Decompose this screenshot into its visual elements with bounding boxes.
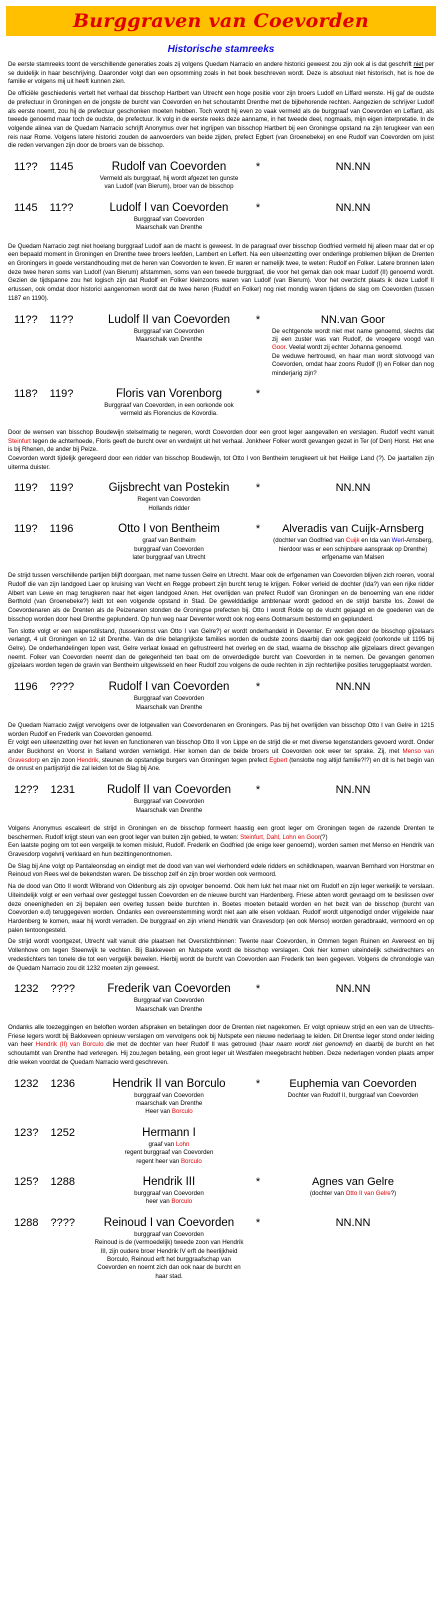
spouse-details: (dochter van Godfried van Cuijk en Ida van Werl-Arnsberg, hierdoor was er een schijnbare aanspraak op Drenthe) erfgename van Malsen: [273, 537, 433, 561]
year-from: 119?: [14, 482, 38, 495]
birth-marker: *: [255, 1077, 261, 1090]
birth-marker: *: [255, 482, 261, 495]
person-titles: Burggraaf van Coevorden, in een oorkonde ook vermeld als Florencius de Kovordia.: [104, 402, 234, 418]
year-to: 119?: [49, 482, 74, 495]
narrative-paragraph: Ondanks alle toezeggingen en beloften worden afspraken en betalingen door de Drenten niet nagekomen. Er volgt opnieuw strijd en een van de Utrechts-Friese legers wordt bij Bakkeveen opnieuw verslagen om vervolgens ook bij Nutspete een nieuwe nederlaag te leiden. Dit Drentse leger stond onder leiding van heer Hendrik (II) van Borculo die met de dochter van heer Rudolf II was getrouwd (haar naam wordt niet genoemd) en daarbij de burcht en het schoutambt van Drenthe had verkregen. Hij zou,tegen betaling, een groot leger uit Westfalen meegebracht hebben. Deze nederlagen vonden plaats amper drie weken voordat de Quedam Narracio werd geschreven.: [8, 1024, 435, 1066]
entry-years: [8, 523, 94, 562]
year-from: 12??: [14, 784, 39, 797]
intro-paragraph: De eerste stamreeks toont de verschillende generaties zoals zij volgens Quedam Narracio en andere historici geweest zou zijn ook al is dat geschrift niet per se duidelijk in haar beschrijving. Daaronder volgt dan een opsomming zoals in het boek beschreven wordt. Deze is absoluut niet historisch, het is hoe de familie er volgens mij uit heeft kunnen zien.: [8, 61, 434, 86]
narrative-paragraph: De Slag bij Ane volgt op Pantaleonsdag en eindigt met de dood van van wel vierhonderd edele ridders en schildknapen, waarvan Bernhard von Horstmar en Reinoud von Rees wel de bekendsten waren. De bisschop zelf én zijn broer worden ook vermoord.: [8, 862, 434, 879]
entry-years: [8, 681, 94, 712]
birth-marker: *: [255, 983, 261, 996]
year-from: 125?: [14, 1175, 39, 1188]
person-name: Reinoud I van Coevorden: [103, 1216, 235, 1229]
entry-years: [8, 161, 94, 192]
lineage-entry: [8, 314, 434, 378]
year-from: 1232: [14, 1077, 39, 1090]
person-name: Rudolf II van Coevorden: [106, 784, 232, 797]
spouse-block: [272, 784, 434, 815]
year-to: ????: [50, 1216, 75, 1229]
spouse-name: NN.van Goor: [320, 313, 386, 326]
spouse-block: [272, 482, 434, 513]
lineage-entry: [8, 388, 434, 419]
spouse-block: [272, 681, 434, 712]
spouse-block: [272, 314, 434, 378]
person-titles: Regent van Coevorden Hollands ridder: [137, 496, 201, 512]
person-name: Rudolf van Coevorden: [111, 161, 227, 174]
year-from: 119?: [14, 523, 38, 536]
person-block: [94, 1078, 244, 1117]
person-titles: burggraaf van Coevorden heer van Borculo: [134, 1189, 204, 1206]
entry-years: [8, 482, 94, 513]
person-name: Ludolf I van Coevorden: [109, 201, 229, 214]
spouse-name: Euphemia van Coevorden: [289, 1077, 417, 1090]
birth-marker: *: [255, 161, 261, 174]
birth-marker: *: [255, 1175, 261, 1188]
spouse-block: [272, 1217, 434, 1281]
person-block: [94, 523, 244, 562]
spouse-block: [272, 202, 434, 233]
narrative-paragraph: De Quedam Narracio zwijgt vervolgens over de lotgevallen van Coevordenaren en Groningers. Pas bij het overlijden van bisschop Otto I van Gelre in 1215 worden Rudolf en Frederik van Coevorden genoemd. Er volgt een uiteenzetting over het leven en functioneren van bisschop Otto II von Lippe en de strijd die er met diverse tegenstanders gevoerd wordt. Onder ander Buckhorst en Voorst in Salland worden vernietigd. Hier komen dan de beide broers uit Coevorden ook weer ter sprake. Zij, met Menso van Gravesdorp en zijn zoon Hendrik, steunen de opstandige burgers van Groningen tegen prefect Egbert (tenslotte nog altijd familie?!?) en dit is het begin van de onrust en partijstrijd die zal leiden tot de Slag bij Ane.: [8, 721, 434, 773]
person-block: [94, 983, 244, 1014]
birth-marker: *: [255, 388, 261, 401]
person-name: Hermann I: [142, 1126, 196, 1139]
person-block: [94, 1127, 244, 1166]
lineage-entry: [8, 1176, 434, 1207]
person-name: Otto I von Bentheim: [118, 523, 220, 536]
lineage-list: [0, 161, 442, 1281]
narrative-paragraph: De Quedam Narracio zegt niet hoelang burggraaf Ludolf aan de macht is geweest. In de paragraaf over bisschop Godfried vermeld hij alleen maar dat er op een bepaald moment in Groningen en Drenthe twee broers leefden, Lambert en Leffert. Na een uiteenzetting over onderlinge problemen blijken de Drenten en Groningers in goede verstandhouding met de heren van Coevorden te leven. Er waren er namelijk twee, te weten: Rudolf en Folker. Latere bronnen laten deze twee heren soms van Ludolf (van Bierum) afstammen, soms van een tweede burggraaf, die voor het gemak dan ook maar Ludolf (II) genoemd wordt. Gezien de tijdspanne zou het logisch zijn dat Rudolf en Folker kleinzoons waren van Ludolf (van Bierum). Voor het overzicht plaats ik deze Ludolf II ertussen, ook omdat door historici aangenomen wordt dat de twee heren (Rudolf en Folker) nog niet mondig waren tijdens de slag om Coevorden (tussen 1187 en 1190).: [8, 242, 434, 302]
person-block: [94, 388, 244, 419]
lineage-entry: [8, 784, 434, 815]
person-block: [94, 681, 244, 712]
lineage-entry: [8, 523, 434, 562]
spouse-block: [272, 983, 434, 1014]
year-from: 11??: [14, 161, 38, 174]
person-name: Ludolf II van Coevorden: [107, 313, 231, 326]
entry-years: [8, 1176, 94, 1207]
lineage-entry: [8, 1217, 434, 1281]
person-name: Hendrik II van Borculo: [112, 1077, 226, 1090]
lineage-entry: [8, 681, 434, 712]
birth-marker: *: [255, 201, 261, 214]
year-to: 1231: [50, 784, 75, 797]
year-to: 1196: [49, 523, 74, 536]
spouse-name: NN.NN: [335, 201, 371, 214]
person-titles: Burggraaf van Coevorden Maarschalk van Drenthe: [133, 997, 205, 1013]
year-from: 1288: [14, 1216, 39, 1229]
spouse-name: Alveradis van Cuijk-Arnsberg: [282, 523, 424, 536]
spouse-block: [272, 388, 434, 419]
spouse-name: NN.NN: [335, 161, 371, 174]
page-subtitle: Historische stamreeks: [167, 44, 275, 55]
person-block: [94, 1176, 244, 1207]
year-from: 11??: [14, 313, 38, 326]
person-block: [94, 161, 244, 192]
person-titles: graaf van Lohn regent burggraaf van Coevorden regent heer van Borculo: [124, 1140, 214, 1165]
year-to: ????: [50, 983, 75, 996]
spouse-details: De echtgenote wordt niet met name genoemd, slechts dat zij een zuster was van Rudolf, de vroegere voogd van Goor. Veelal wordt zij echter Johanna genoemd. De weduwe hertrouwd, en haar man wordt slotvoogd van Coevorden, omdat haar zoons Rudolf (I) en Folker dan nog minderjarig zijn?: [272, 327, 434, 377]
person-titles: burggraaf van Coevorden maarschalk van Drenthe Heer van Borculo: [134, 1091, 204, 1116]
year-to: 1288: [50, 1175, 75, 1188]
person-block: [94, 202, 244, 233]
person-name: Hendrik III: [142, 1175, 196, 1188]
year-to: ????: [49, 681, 75, 694]
birth-marker: *: [255, 784, 261, 797]
entry-years: [8, 983, 94, 1014]
emphasis-text: niet: [413, 61, 424, 68]
birth-marker: *: [255, 313, 261, 326]
spouse-details: (dochter van Otto II van Gelre?): [309, 1189, 397, 1197]
year-to: 11??: [49, 201, 74, 214]
year-from: 118?: [14, 388, 38, 401]
lineage-entry: [8, 1078, 434, 1117]
lineage-entry: [8, 202, 434, 233]
narrative-paragraph: Door de wensen van bisschop Boudewijn stelselmatig te negeren, wordt Coevorden door een groot leger aangevallen en verslagen. Rudolf vecht vanuit Steinfurt tegen de achterhoede, Floris geeft de burcht over en verdwijnt uit het verhaal. Jonkheer Folker wordt gevangen gezet in Ter (of Den) Horst. Het ene is bij Rhenen, de ander bij Peize. Coevorden wordt tijdelijk geregeerd door een ridder van bisschop Boudewijn, tot Otto I von Bentheim terugkeert uit het Heilige Land (?). De jaartallen zijn uiterma duister.: [8, 428, 434, 471]
year-from: 123?: [14, 1126, 39, 1139]
lineage-entry: [8, 482, 434, 513]
narrative-paragraph: Ten slotte volgt er een wapenstilstand, (tussenkomst van Otto I van Gelre?) er wordt onderhandeld in Deventer. Er worden door de bisschop gijzelaars verlangt, 4 uit Groningen en 12 uit Drenthe. Van de drie belangrijkste families worden de oudste zoons daarbij dan ook gegijzeld (oorkonde uit 1195 bij Gelre). De onderhandelingen lopen vast, Gelre verlaat kwaad en gefrustreerd het overleg en de stad, waarna de bisschop alle gijzelaars direct gevangen neemt. Folker van Coevorden neemt dan de gelegenheid ten baat om de onverdedigde burcht van Coevorden in te nemen. De gevangen genomen gijzelaars worden tegen de gravin van Bentheim uitgewisseld en heer Rudolf zou volgens de oude rechten in zijn rechterlijke posities teruggeplaatst worden.: [8, 627, 434, 670]
entry-years: [8, 202, 94, 233]
birth-marker: *: [255, 681, 261, 694]
spouse-name: Agnes van Gelre: [312, 1175, 394, 1188]
year-to: 11??: [49, 313, 74, 326]
entry-years: [8, 784, 94, 815]
person-titles: Burggraaf van Coevorden Maarschalk van Drenthe: [133, 327, 205, 343]
spouse-block: [272, 523, 434, 562]
lineage-entry: [8, 1127, 434, 1166]
person-titles: Vermeld als burggraaf, hij wordt afgezet ten gunste van Ludolf (van Bierum), broer van de bisschop: [99, 175, 239, 191]
spouse-name: NN.NN: [335, 784, 371, 797]
person-block: [94, 784, 244, 815]
year-to: 1252: [50, 1126, 75, 1139]
spouse-details: Dochter van Rudolf II, burggraaf van Coevorden: [287, 1091, 419, 1099]
intro-section: [0, 61, 442, 151]
person-titles: Burggraaf van Coevorden Maarschalk van Drenthe: [133, 215, 205, 232]
spouse-block: [272, 1127, 434, 1166]
person-name: Rudolf I van Coevorden: [108, 681, 230, 694]
lineage-entry: [8, 161, 434, 192]
spouse-block: [272, 161, 434, 192]
entry-years: [8, 388, 94, 419]
person-titles: Burggraaf van Coevorden Maarschalk van Drenthe: [133, 798, 205, 814]
person-block: [94, 314, 244, 378]
birth-marker: *: [255, 1216, 261, 1229]
person-name: Gijsbrecht van Postekin: [108, 482, 230, 495]
lineage-entry: [8, 983, 434, 1014]
spouse-name: NN.NN: [335, 1216, 371, 1229]
entry-years: [8, 1127, 94, 1166]
year-to: 1145: [49, 161, 74, 174]
spouse-name: NN.NN: [335, 983, 371, 996]
spouse-block: [272, 1078, 434, 1117]
narrative-paragraph: De strijd tussen verschillende partijen blijft doorgaan, met name tussen Gelre en Utrecht. Maar ook de erfgenamen van Coevorden blijven zich roeren, vooral Rudolf die van zijn landgoed Laer op kruising van Vecht en Regge probeert zijn burcht terug te krijgen. Folker verleid de dochter (Ida?) van een rijke ridder Albert van Lewe en mag terugkeren naar het eigen landgoed Anen. Het overlijden van prefect Rudolf van Groningen en de benoeming van ene ridder Berthold (van Groenebeke?) leidt tot een volgende opstand in Stad. De gewelddadige ambtenaar wordt gedood en de strijd barstte los. Zowel de Coevordenaren als de Drenten als de Peizenaren stonden de Groningse prefecten bij. Otto I wordt Rolde op de vlucht gejaagd en de goederen van de bisschop worden door heel Drenthe geplunderd. Op hun weg naar Deventer wordt ook nog eens Ootmarsum bestormd en geplunderd.: [8, 572, 434, 623]
person-block: [94, 482, 244, 513]
spouse-name: NN.NN: [335, 482, 371, 495]
person-block: [94, 1217, 244, 1281]
year-to: 1236: [50, 1077, 75, 1090]
entry-years: [8, 1217, 94, 1281]
year-to: 119?: [49, 388, 74, 401]
year-from: 1232: [14, 983, 39, 996]
narrative-paragraph: Na de dood van Otto II wordt Wilbrand von Oldenburg als zijn opvolger benoemd. Ook hem lukt het maar niet om Rudolf en zijn leger werkelijk te verslaan. Uiteindelijk volgt er een verhaal over gesteggel tussen Coevorden en de nieuwe burcht van Hardenberg. Friese abten wordt gevraagd om te beslissen over deze oneenigheden en zij bepalen een overleg tussen beide burchten in. Boetes moeten betaald worden en het bezit van de bisschop (burcht van Coevorden e.d) teruggegeven worden. Ondanks een overeenstemming wordt niet aan alle eisen voldaan. Rudolf wordt uitgenodigd onder vrijgeleide naar Hardenberg te komen, waar hij wordt verraden. De burggraaf en zijn vriend Hendrik van Gravesdorp (en ook Menso) worden geradbraakt, vermoord en op palen tentoongesteld.: [8, 883, 434, 934]
page-title: Burggraven van Coevorden: [72, 10, 370, 32]
person-titles: graaf van Bentheim burggraaf van Coevorden later burggraaf van Utrecht: [132, 537, 206, 561]
birth-marker: [244, 1127, 272, 1166]
entry-years: [8, 314, 94, 378]
year-from: 1145: [14, 201, 38, 214]
spouse-block: [272, 1176, 434, 1207]
person-titles: burggraaf van Coevorden Reinoud is de (vermoedelijk) tweede zoon van Hendrik III, zijn oudere broer Hendrik IV erft de heerlijkheid Borculo, Reinoud erft het burggraafschap van Coevorden en noemt zich dan ook naar de burcht en haar stad.: [94, 1230, 244, 1280]
person-titles: Burggraaf van Coevorden Maarschalk van Drenthe: [133, 695, 205, 711]
spouse-name: NN.NN: [335, 681, 371, 694]
title-banner: [6, 6, 436, 36]
entry-years: [8, 1078, 94, 1117]
year-from: 1196: [14, 681, 38, 694]
narrative-paragraph: Volgens Anonymus escaleert de strijd in Groningen en de bisschop formeert haastig een groot leger om Groningen tegen de razende Drenten te beschermen. Rudolf krijgt steun van een groot leger van buiten zijn gebied, te weten: Steinfurt, Dahl, Lohn en Goor(?) Een laatste poging om tot een vergelijk te komen mislukt, Rudolf. Frederik en Godfried (de enige keer genoemd), worden samen met Menso en Hendrik van Gravesdorp vogelvrij verklaard en hun bezittingenontnomen.: [8, 824, 434, 859]
narrative-paragraph: De strijd wordt voortgezet, Utrecht valt vanuit drie plaatsen het Overstichtbinnen: Twente naar Coevorden, in Ommen tegen Ruinen en Avereest en bij Vollenhove om tegen Steenwijk te vechten. Bij Bakkeveen en Nutspete wordt de bisschop verslagen. Ook hier komen uiteindelijk scheidrechters en vredestichters ten tonele die tot een vergelijk bewelen. Hierbij wordt de burcht van Coevorden aan Frederik ten leen gegeven. Volgens de chronologie van de Quedam Narracio zou dit 1232 moeten zijn geweest.: [8, 938, 434, 972]
person-name: Floris van Vorenborg: [115, 388, 223, 401]
birth-marker: *: [255, 523, 261, 536]
intro-paragraph: De officiële geschiedenis vertelt het verhaal dat bisschop Hartbert van Utrecht een hoge positie voor zijn broers Ludolf en Liffard wenste. Hij gaf de oudste de prefectuur in Groningen en de jongste de burcht van Coevorden en het schoutambt Drenthe met de bijbehorende rechten. Aangezien de schrijver Ludolf als eerste noemt, zou hij de prefectuur geschonken moeten hebben. Toch wordt hij even zo vaak vermeld als de burggraaf van Coevorden en Leffard, als tweede genoemd maar toch de oudste, de prefectuur. Ik volg in de eerste reeks deze aanname, in het tweede deel, nogmaals, mijn eigen interpretatie. In de volgende alinea van de Quedam Narracio schrijft Anonymus over het ingrijpen van bisschop Hartbert bij een Groningse opstand na zijn terugkeer van een reis naar Rome. Volgens latere historici zouden de aanvoerders van beide zijden, prefect Egbert (van Groenebeke) en ene Rudolf van Coevorden om juist die reden vervangen zijn door de broers van de bisschop.: [8, 90, 434, 150]
person-name: Frederik van Coevorden: [107, 983, 231, 996]
